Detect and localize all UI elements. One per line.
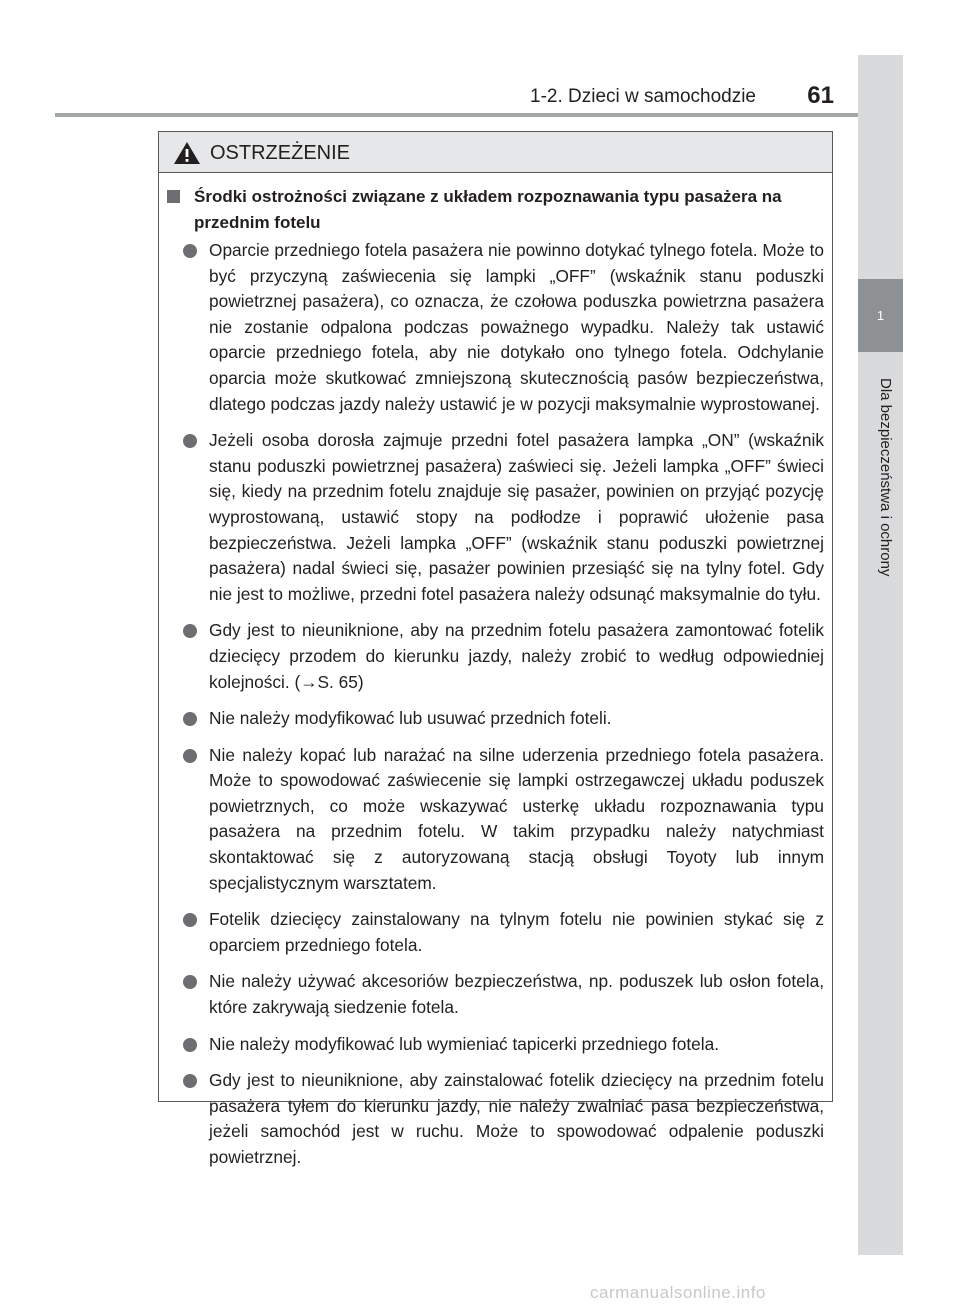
list-item: Nie należy kopać lub narażać na silne uderzenia przedniego fotela pasażera. Może to spowodować zaświecenie się lampki ostrzegawczej układu poduszek powietrznych, co może wskazywać usterkę układu rozpoznawania typu pasażera na przednim fotelu. W takim przypadku należy natychmiast skontaktować się z autoryzowaną stacją obsługi Toyoty lub innym specjalistycznym warsztatem. [183, 743, 824, 897]
header-section-title: 1-2. Dzieci w samochodzie [530, 86, 756, 107]
bullet-dot-icon [183, 1038, 197, 1052]
watermark: carmanualsonline.info [590, 1283, 766, 1302]
side-chapter-label: Dla bezpieczeństwa i ochrony [877, 378, 894, 577]
bullet-dot-icon [183, 1074, 197, 1088]
square-bullet-icon [167, 190, 180, 203]
bullet-dot-icon [183, 712, 197, 726]
page-number: 61 [807, 82, 834, 109]
side-chapter-number: 1 [876, 308, 885, 323]
bullet-dot-icon [183, 749, 197, 763]
list-item: Gdy jest to nieuniknione, aby na przednim fotelu pasażera zamontować fotelik dziecięcy przodem do kierunku jazdy, należy zrobić to według odpowiedniej kolejności. (→S. 65) [183, 618, 824, 695]
bullet-dot-icon [183, 624, 197, 638]
header-rule [55, 113, 858, 117]
list-item: Gdy jest to nieuniknione, aby zainstalować fotelik dziecięcy na przednim fotelu pasażera tyłem do kierunku jazdy, nie należy zwalniać pasa bezpieczeństwa, jeżeli samochód jest w ruchu. Może to spowodować odpalenie poduszki powietrznej. [183, 1068, 824, 1170]
warning-section-heading [167, 184, 817, 232]
bullet-dot-icon [183, 434, 197, 448]
warning-section-heading-text: Środki ostrożności związane z układem rozpoznawania typu pasażera na przednim fotelu [194, 187, 782, 232]
list-item: Fotelik dziecięcy zainstalowany na tylnym fotelu nie powinien stykać się z oparciem przedniego fotela. [183, 907, 824, 958]
warning-triangle-icon [173, 141, 201, 165]
warning-header [159, 132, 832, 173]
warning-title: OSTRZEŻENIE [210, 142, 351, 164]
list-item: Jeżeli osoba dorosła zajmuje przedni fotel pasażera lampka „ON” (wskaźnik stanu poduszki powietrznej pasażera) zaświeci się. Jeżeli lampka „OFF” świeci się, kiedy na przednim fotelu znajduje się pasażer, powinien on przyjąć pozycję wyprostowaną, ustawić stopy na podłodze i poprawić ułożenie pasa bezpieczeństwa. Jeżeli lampka „OFF” (wskaźnik stanu poduszki powietrznej pasażera) nadal świeci się, pasażer powinien przesiąść się na tylny fotel. Gdy nie jest to możliwe, przedni fotel pasażera należy odsunąć maksymalnie do tyłu. [183, 428, 824, 607]
side-chapter-tab [858, 55, 903, 1255]
bullet-dot-icon [183, 244, 197, 258]
list-item: Nie należy modyfikować lub wymieniać tapicerki przedniego fotela. [183, 1032, 824, 1058]
bullet-dot-icon [183, 975, 197, 989]
bullet-dot-icon [183, 913, 197, 927]
warning-bullet-list [183, 238, 824, 1182]
list-item: Oparcie przedniego fotela pasażera nie powinno dotykać tylnego fotela. Może to być przyczyną zaświecenia się lampki „OFF” (wskaźnik stanu poduszki powietrznej pasażera), co oznacza, że czołowa poduszka powietrzna pasażera nie zostanie odpalona podczas poważnego wypadku. Należy tak ustawić oparcie przedniego fotela, aby nie dotykało ono tylnego fotela. Odchylanie oparcia może skutkować zmniejszoną skutecznością pasów bezpieczeństwa, dlatego podczas jazdy należy ustawić je w pozycji maksymalnie wyprostowanej. [183, 238, 824, 417]
list-item: Nie należy używać akcesoriów bezpieczeństwa, np. poduszek lub osłon fotela, które zakrywają siedzenie fotela. [183, 969, 824, 1020]
page-header [58, 82, 836, 112]
warning-box [158, 131, 833, 1167]
list-item: Nie należy modyfikować lub usuwać przednich foteli. [183, 706, 824, 732]
